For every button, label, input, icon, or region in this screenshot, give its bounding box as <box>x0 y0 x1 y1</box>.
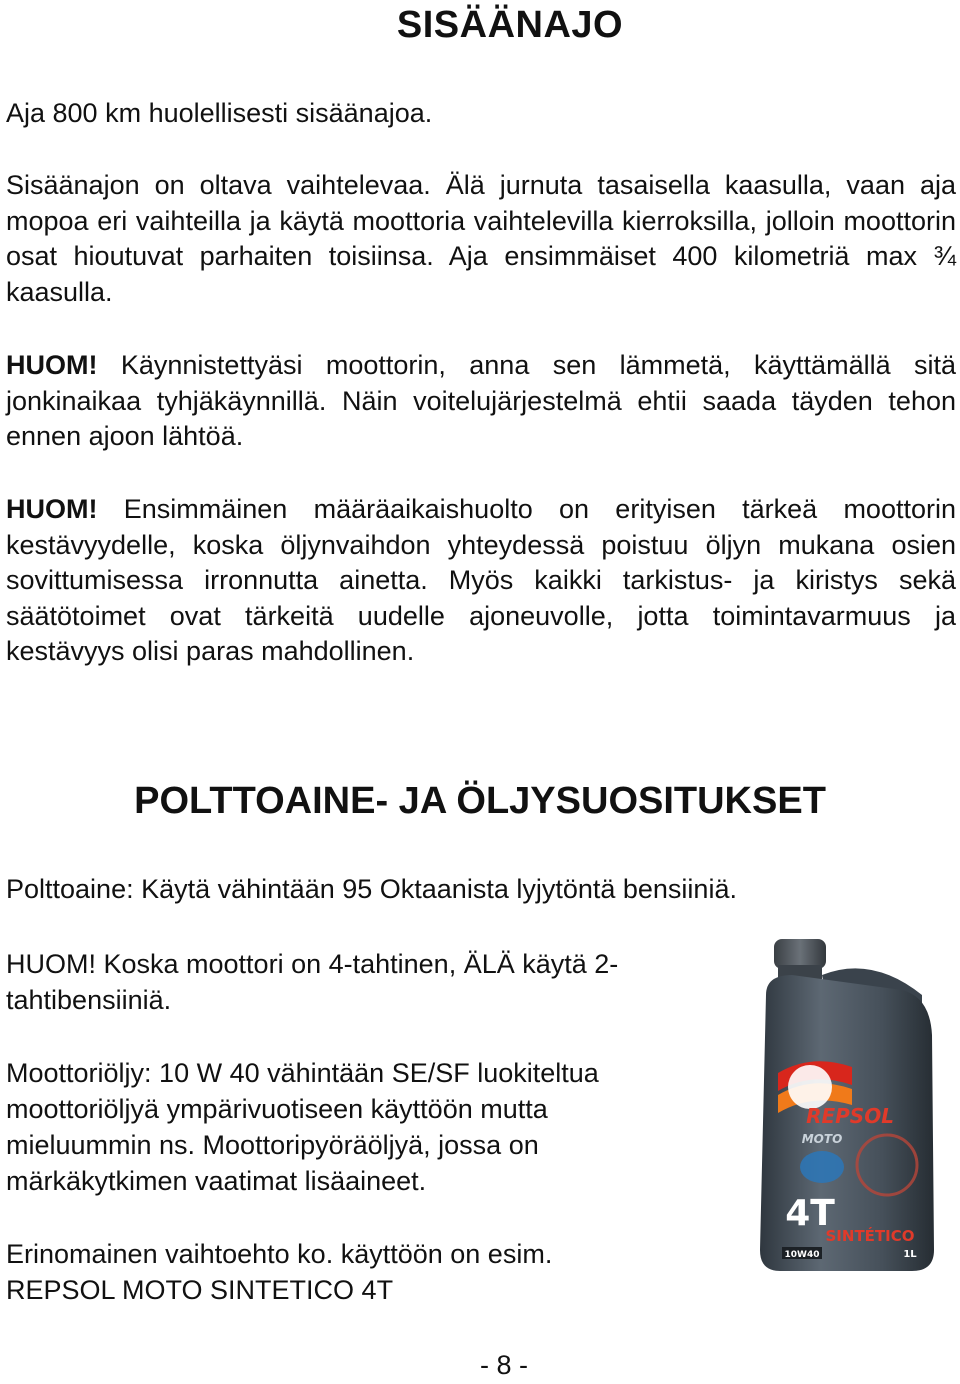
bottle-sub: MOTO <box>801 1132 843 1146</box>
bottle-badge: 4T <box>785 1193 835 1234</box>
bottle-brand: REPSOL <box>806 1104 894 1128</box>
fuel-recommendation: Polttoaine: Käytä vähintään 95 Oktaanista lyjytöntä bensiiniä. <box>6 874 737 904</box>
bottle-label: SINTÉTICO <box>825 1227 915 1245</box>
paragraph-break-in-instructions: Sisäänajon on oltava vaihtelevaa. Älä jurnuta tasaisella kaasulla, vaan aja mopoa eri vaihteilla ja käytä moottoria vaihtelevilla kierroksilla, jolloin moottorin osat hioutuvat parhaiten toisiinsa. Aja ensimmäiset 400 kilometriä max ¾ kaasulla. <box>6 170 956 307</box>
paragraph-warm-up-note <box>6 348 956 455</box>
paragraph-break-in-distance: Aja 800 km huolellisesti sisäänajoa. <box>6 98 433 128</box>
note-text: Käynnistettyäsi moottorin, anna sen lämmetä, käyttämällä sitä jonkinaikaa tyhjäkäynnillä. Näin voitelujärjestelmä ehtii saada täyden tehon ennen ajoon lähtöä. <box>6 350 956 451</box>
two-stroke-warning: HUOM! Koska moottori on 4-tahtinen, ÄLÄ käytä 2-tahtibensiiniä. <box>6 949 619 1015</box>
note-label: HUOM! <box>6 350 98 380</box>
paragraph-first-service-note <box>6 492 956 670</box>
note-text: Ensimmäinen määräaikaishuolto on erityisen tärkeä moottorin kestävyydelle, koska öljynvaihdon yhteydessä poistuu öljyn mukana osien sovittumisessa irronnutta ainetta. Myös kaikki tarkistus- ja kiristys sekä säätötoimet ovat tärkeitä uudelle ajoneuvolle, jotta toimintavarmuus ja kestävyys olisi paras mahdollinen. <box>6 494 956 666</box>
page-number: - 8 - <box>479 1350 528 1380</box>
note-label: HUOM! <box>6 494 98 524</box>
page-title: SISÄÄNAJO <box>396 4 624 46</box>
bottle-volume: 1L <box>903 1249 917 1260</box>
oil-recommendation: Moottoriöljy: 10 W 40 vähintään SE/SF luokiteltua moottoriöljyä ympärivuotiseen käyttöön mutta mieluummin ns. Moottoripyöräöljyä, jossa on märkäkytkimen vaatimat lisäaineet. <box>6 1058 599 1196</box>
bottle-cap <box>774 939 826 969</box>
oil-bottle-image <box>752 935 942 1275</box>
product-suggestion: Erinomainen vaihtoehto ko. käyttöön on esim. REPSOL MOTO SINTETICO 4T <box>6 1239 553 1305</box>
section-title: POLTTOAINE- JA ÖLJYSUOSITUKSET <box>134 780 826 822</box>
bottle-grade: 10W40 <box>784 1250 820 1260</box>
